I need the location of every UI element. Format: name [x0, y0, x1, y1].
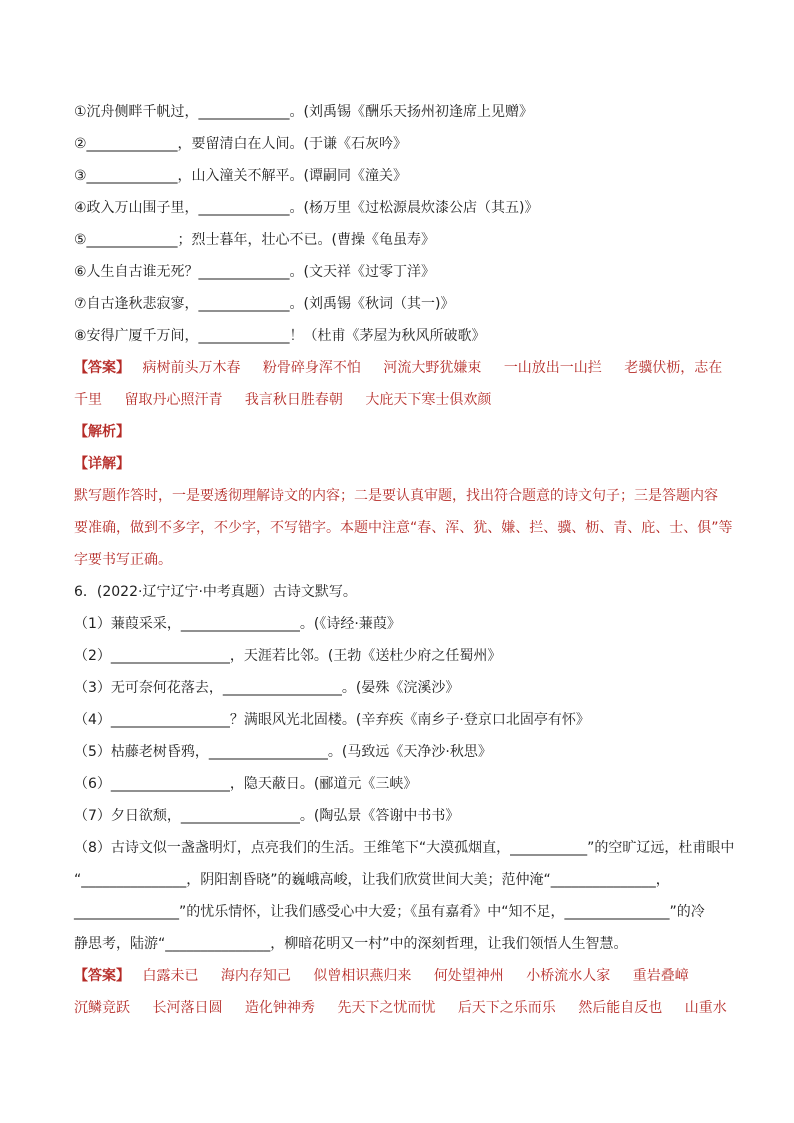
answer-item: 海内存知己 — [220, 968, 291, 984]
analysis-heading — [74, 422, 734, 442]
answer-item: 何处望神州 — [433, 968, 504, 984]
answer-item: 千里 — [74, 392, 102, 408]
q6-item-2: （2）_________________，天涯若比邻。(王勃《送杜少府之任蜀州》 — [74, 648, 502, 664]
answer-tag: 【答案】 — [74, 968, 130, 984]
answer-item: 后天下之乐而乐 — [457, 1000, 556, 1016]
answer-item: 病树前头万木春 — [142, 360, 241, 376]
detail-tag: 【详解】 — [74, 456, 130, 472]
answer-item: 造化钟神秀 — [244, 1000, 315, 1016]
q6-title: 6．(2022·辽宁辽宁·中考真题）古诗文默写。 — [74, 584, 357, 600]
answer-item: 然后能自反也 — [578, 1000, 663, 1016]
answer-item: 一山放出一山拦 — [503, 360, 602, 376]
answer-item: 小桥流水人家 — [526, 968, 611, 984]
q5-item-3: ③_____________，山入潼关不解平。(谭嗣同《潼关》 — [74, 168, 408, 184]
q6-item-8-line-3: _______________”的忧乐情怀，让我们感受心中大爱；《虽有嘉肴》中“知不足，_______________”的冷 — [74, 904, 705, 920]
q6-item-8-line-2: “_______________，阴阳割昏晓”的巍峨高峻，让我们欣赏世间大美；范仲淹“_______________， — [74, 872, 670, 888]
answer-item: 我言秋日胜春朝 — [244, 392, 343, 408]
q6-item-8-line-1: （8）古诗文似一盏盏明灯，点亮我们的生活。王维笔下“大漠孤烟直，___________”的空旷辽远，杜甫眼中 — [74, 840, 735, 856]
q5-item-1: ①沉舟侧畔千帆过，_____________。(刘禹锡《酬乐天扬州初逢席上见赠》 — [74, 104, 534, 120]
q6-answer-line-2 — [74, 998, 734, 1018]
q6-item-5: （5）枯藤老树昏鸦，_________________。(马致远《天净沙·秋思》 — [74, 744, 492, 760]
analysis-tag: 【解析】 — [74, 424, 130, 440]
answer-item: 白露未已 — [142, 968, 199, 984]
q5-item-2: ②_____________，要留清白在人间。(于谦《石灰吟》 — [74, 136, 408, 152]
answer-tag: 【答案】 — [74, 360, 130, 376]
q6-item-6: （6）_________________，隐天蔽日。(郦道元《三峡》 — [74, 776, 418, 792]
answer-item: 长河落日圆 — [152, 1000, 223, 1016]
answer-item: 留取丹心照汗青 — [124, 392, 223, 408]
answer-item: 河流大野犹嫌束 — [383, 360, 482, 376]
detail-heading — [74, 454, 734, 474]
answer-item: 山重水 — [684, 1000, 727, 1016]
q6-item-7: （7）夕日欲颓，_________________。(陶弘景《答谢中书书》 — [74, 808, 460, 824]
answer-item: 粉骨碎身浑不怕 — [262, 360, 361, 376]
answer-item: 大庇天下寒士俱欢颜 — [365, 392, 492, 408]
q6-item-3: （3）无可奈何花落去，_________________。(晏殊《浣溪沙》 — [74, 680, 460, 696]
detail-text-line-2: 要准确，做到不多字，不少字，不写错字。本题中注意“春、浑、犹、嫌、拦、骥、枥、青、庇、士、俱”等 — [74, 520, 733, 536]
q6-item-1: （1）蒹葭采采，_________________。(《诗经·蒹葭》 — [74, 616, 401, 632]
q5-item-7: ⑦自古逢秋悲寂寥，_____________。(刘禹锡《秋词（其一)》 — [74, 296, 455, 312]
q5-answer-line-1 — [74, 358, 734, 378]
answer-item: 重岩叠嶂 — [632, 968, 689, 984]
answer-item: 似曾相识燕归来 — [313, 968, 412, 984]
q6-answer-line-1 — [74, 966, 734, 986]
answer-item: 先天下之忧而忧 — [337, 1000, 436, 1016]
answer-item: 沉鳞竞跃 — [74, 1000, 130, 1016]
q5-answer-line-2 — [74, 390, 734, 410]
detail-text-line-1: 默写题作答时，一是要透彻理解诗文的内容；二是要认真审题，找出符合题意的诗文句子；三是答题内容 — [74, 488, 718, 504]
q5-item-6: ⑥人生自古谁无死？_____________。(文天祥《过零丁洋》 — [74, 264, 436, 280]
answer-item: 老骥伏枥，志在 — [624, 360, 723, 376]
q6-item-8-line-4: 静思考，陆游“_______________，柳暗花明又一村”中的深刻哲理，让我们领悟人生智慧。 — [74, 936, 628, 952]
q6-item-4: （4）_________________？满眼风光北固楼。(辛弃疾《南乡子·登京口北固亭有怀》 — [74, 712, 590, 728]
detail-text-line-3: 字要书写正确。 — [74, 552, 172, 568]
q5-item-8: ⑧安得广厦千万间，_____________！（杜甫《茅屋为秋风所破歌》 — [74, 328, 486, 344]
q5-item-4: ④政入万山围子里，_____________。(杨万里《过松源晨炊漆公店（其五)》 — [74, 200, 539, 216]
q5-item-5: ⑤_____________；烈士暮年，壮心不已。(曹操《龟虽寿》 — [74, 232, 436, 248]
